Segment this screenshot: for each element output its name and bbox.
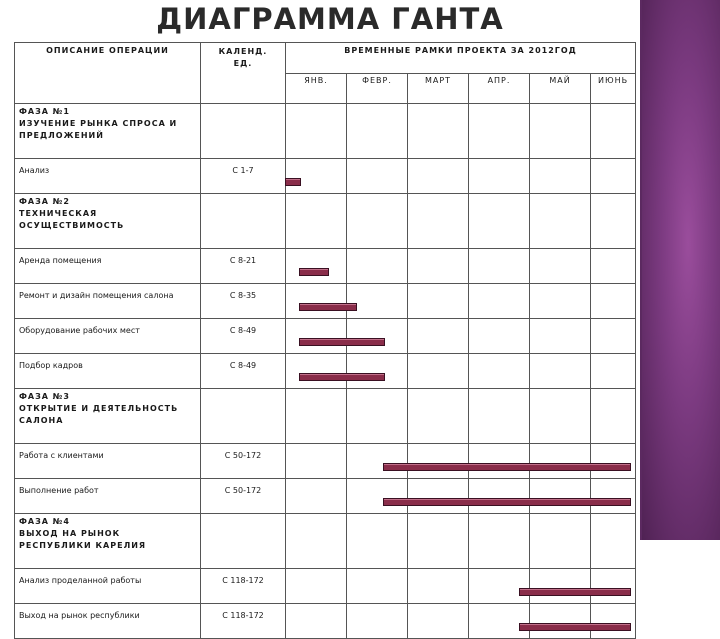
- month-header: МАЙ: [530, 74, 591, 104]
- task-duration: С 8-21: [201, 249, 286, 284]
- gantt-bar: [299, 373, 385, 381]
- timeline-cell: [530, 159, 591, 194]
- timeline-cell: [469, 514, 530, 569]
- timeline-cell: [591, 249, 636, 284]
- timeline-cell: [286, 284, 347, 319]
- phase-title: ФАЗА №4 ВЫХОД НА РЫНОК РЕСПУБЛИКИ КАРЕЛИЯ: [15, 514, 201, 569]
- timeline-cell: [286, 249, 347, 284]
- timeline-cell: [286, 569, 347, 604]
- timeline-cell: [591, 569, 636, 604]
- month-header: ФЕВР.: [347, 74, 408, 104]
- gantt-bar: [383, 463, 631, 471]
- timeline-cell: [469, 194, 530, 249]
- timeline-cell: [530, 389, 591, 444]
- timeline-cell: [591, 194, 636, 249]
- timeline-cell: [347, 389, 408, 444]
- timeline-cell: [591, 354, 636, 389]
- phase-title: ФАЗА №2 ТЕХНИЧЕСКАЯ ОСУЩЕСТВИМОСТЬ: [15, 194, 201, 249]
- timeline-cell: [408, 514, 469, 569]
- timeline-cell: [408, 389, 469, 444]
- task-name: Анализ проделанной работы: [15, 569, 201, 604]
- timeline-cell: [408, 104, 469, 159]
- task-name: Оборудование рабочих мест: [15, 319, 201, 354]
- timeline-cell: [347, 514, 408, 569]
- timeline-cell: [469, 159, 530, 194]
- timeline-cell: [347, 444, 408, 479]
- timeline-cell: [591, 514, 636, 569]
- timeline-cell: [347, 479, 408, 514]
- timeline-cell: [286, 104, 347, 159]
- timeline-cell: [408, 159, 469, 194]
- timeline-cell: [591, 104, 636, 159]
- side-band-edge: [640, 0, 642, 540]
- timeline-cell: [347, 569, 408, 604]
- timeline-cell: [286, 604, 347, 639]
- task-duration: С 8-35: [201, 284, 286, 319]
- header-units: КАЛЕНД. ЕД.: [201, 43, 286, 104]
- header-timeframe: ВРЕМЕННЫЕ РАМКИ ПРОЕКТА ЗА 2012ГОД: [286, 43, 636, 74]
- task-name: Выход на рынок республики: [15, 604, 201, 639]
- timeline-cell: [286, 354, 347, 389]
- timeline-cell: [469, 604, 530, 639]
- gantt-bar: [299, 338, 385, 346]
- timeline-cell: [347, 159, 408, 194]
- task-duration: С 8-49: [201, 319, 286, 354]
- timeline-cell: [591, 604, 636, 639]
- timeline-cell: [347, 284, 408, 319]
- phase-units-cell: [201, 104, 286, 159]
- timeline-cell: [591, 159, 636, 194]
- timeline-cell: [347, 194, 408, 249]
- timeline-cell: [347, 249, 408, 284]
- timeline-cell: [469, 104, 530, 159]
- task-name: Аренда помещения: [15, 249, 201, 284]
- gantt-bar: [285, 178, 301, 186]
- decorative-side-band: [640, 0, 720, 540]
- task-duration: С 8-49: [201, 354, 286, 389]
- timeline-cell: [530, 444, 591, 479]
- phase-units-cell: [201, 514, 286, 569]
- month-header: АПР.: [469, 74, 530, 104]
- page-title: ДИАГРАММА ГАНТА: [156, 2, 504, 36]
- timeline-cell: [408, 249, 469, 284]
- timeline-cell: [469, 249, 530, 284]
- timeline-cell: [286, 479, 347, 514]
- task-duration: С 50-172: [201, 444, 286, 479]
- month-header: МАРТ: [408, 74, 469, 104]
- timeline-cell: [530, 604, 591, 639]
- timeline-cell: [530, 194, 591, 249]
- timeline-cell: [469, 354, 530, 389]
- phase-title: ФАЗА №3 ОТКРЫТИЕ И ДЕЯТЕЛЬНОСТЬ САЛОНА: [15, 389, 201, 444]
- header-description: ОПИСАНИЕ ОПЕРАЦИИ: [15, 43, 201, 104]
- task-duration: С 1-7: [201, 159, 286, 194]
- timeline-cell: [530, 319, 591, 354]
- timeline-cell: [408, 354, 469, 389]
- month-header: ИЮНЬ: [591, 74, 636, 104]
- task-duration: С 50-172: [201, 479, 286, 514]
- gantt-bar: [383, 498, 631, 506]
- timeline-cell: [408, 569, 469, 604]
- timeline-cell: [591, 444, 636, 479]
- timeline-cell: [591, 389, 636, 444]
- timeline-cell: [286, 444, 347, 479]
- timeline-cell: [469, 479, 530, 514]
- timeline-cell: [591, 319, 636, 354]
- gantt-bar: [519, 623, 631, 631]
- timeline-cell: [286, 319, 347, 354]
- timeline-cell: [408, 284, 469, 319]
- timeline-cell: [530, 569, 591, 604]
- timeline-cell: [530, 479, 591, 514]
- timeline-cell: [286, 194, 347, 249]
- timeline-cell: [347, 319, 408, 354]
- timeline-cell: [469, 284, 530, 319]
- timeline-cell: [530, 104, 591, 159]
- timeline-cell: [530, 284, 591, 319]
- task-name: Анализ: [15, 159, 201, 194]
- timeline-cell: [530, 354, 591, 389]
- task-duration: С 118-172: [201, 569, 286, 604]
- timeline-cell: [286, 159, 347, 194]
- timeline-cell: [408, 444, 469, 479]
- timeline-cell: [347, 604, 408, 639]
- timeline-cell: [408, 319, 469, 354]
- timeline-cell: [286, 389, 347, 444]
- phase-units-cell: [201, 389, 286, 444]
- task-name: Выполнение работ: [15, 479, 201, 514]
- task-name: Ремонт и дизайн помещения салона: [15, 284, 201, 319]
- gantt-bar: [299, 268, 329, 276]
- timeline-cell: [347, 354, 408, 389]
- timeline-cell: [408, 194, 469, 249]
- timeline-cell: [530, 514, 591, 569]
- phase-title: ФАЗА №1 ИЗУЧЕНИЕ РЫНКА СПРОСА И ПРЕДЛОЖЕНИЙ: [15, 104, 201, 159]
- timeline-cell: [469, 319, 530, 354]
- phase-units-cell: [201, 194, 286, 249]
- timeline-cell: [469, 569, 530, 604]
- gantt-bar: [519, 588, 631, 596]
- timeline-cell: [591, 479, 636, 514]
- gantt-bar: [299, 303, 357, 311]
- task-duration: С 118-172: [201, 604, 286, 639]
- timeline-cell: [286, 514, 347, 569]
- timeline-cell: [530, 249, 591, 284]
- timeline-cell: [408, 604, 469, 639]
- timeline-cell: [347, 104, 408, 159]
- task-name: Работа с клиентами: [15, 444, 201, 479]
- timeline-cell: [469, 444, 530, 479]
- timeline-cell: [469, 389, 530, 444]
- month-header: ЯНВ.: [286, 74, 347, 104]
- timeline-cell: [408, 479, 469, 514]
- task-name: Подбор кадров: [15, 354, 201, 389]
- timeline-cell: [591, 284, 636, 319]
